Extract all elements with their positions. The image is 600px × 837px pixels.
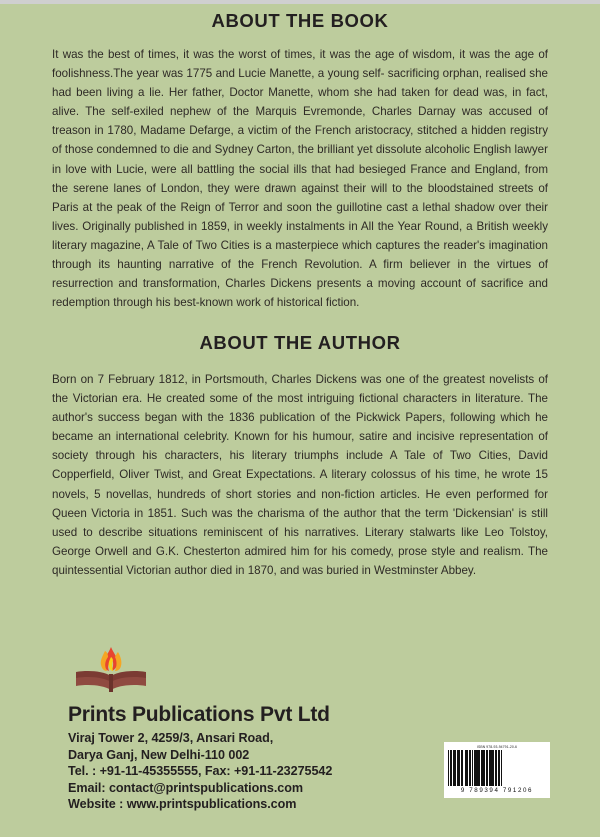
publisher-address-line-2: Darya Ganj, New Delhi-110 002 [68,747,250,762]
about-the-book-text: It was the best of times, it was the worst of times, it was the age of wisdom, it was the age of foolishness.The year was 1775 and Lucie Manette, a young self- sacrificing orphan, realised she had been living a lie. Her father, Doctor Manette, whom she had taken for dead was, in fact, alive. The self-exiled nephew of the Marquis Evremonde, Charles Darnay was accused of treason in 1780, Madame Defarge, a victim of the French aristocracy, stitched a hidden registry of those condemned to die and Sydney Carton, the brilliant yet dissolute alcoholic English lawyer in love with Lucie, were all battling the social ills that had besieged France and England, from the serene lanes of London, they were drawn against their will to the bloodstained streets of Paris at the peak of the Reign of Terror and soon the guillotine cast a lethal shadow over their lives. Originally published in 1859, in weekly instalments in All the Year Round, a British weekly literary magazine, A Tale of Two Cities is a masterpiece which captures the reader's imagination through its haunting narrative of the French Revolution. A firm believer in the virtues of resurrection and transformation, Charles Dickens presents a moving account of sacrifice and redemption through his best-known work of historical fiction. [52,48,548,310]
isbn-barcode [444,742,550,798]
about-the-book-heading: ABOUT THE BOOK [211,10,389,31]
top-edge-strip [0,0,600,4]
isbn-barcode-top-label: ISBN 978-93-94791-20-6 [476,745,518,749]
publisher-name: Prints Publications Pvt Ltd [68,703,330,726]
isbn-barcode-bars [448,750,546,786]
publisher-phone-fax: Tel. : +91-11-45355555, Fax: +91-11-23275542 [68,764,333,779]
isbn-barcode-digits: 9 789394 791206 [460,787,534,794]
publisher-website: Website : www.printspublications.com [68,797,297,812]
publisher-info-block [68,645,428,813]
open-book-with-flame-icon [68,645,154,697]
about-the-author-text: Born on 7 February 1812, in Portsmouth, Charles Dickens was one of the greatest novelists of the Victorian era. He created some of the most intriguing fictional characters in literature. The author's success began with the 1836 publication of the Pickwick Papers, following which he became an international celebrity. Known for his humour, satire and incisive representation of society through his characters, his literary triumphs include A Tale of Two Cities, David Copperfield, Oliver Twist, and Great Expectations. A literary colossus of his time, he wrote 15 novels, 5 novellas, hundreds of short stories and non-fiction articles. He even performed for Queen Victoria in 1851. Such was the charisma of the author that the term 'Dickensian' is still used to describe situations reminiscent of his narratives. Literary stalwarts like Leo Tolstoy, George Orwell and G.K. Chesterton admired him for his comedy, prose style and realism. The quintessential Victorian author died in 1870, and was buried in Westminster Abbey. [52,373,548,577]
publisher-address-line-1: Viraj Tower 2, 4259/3, Ansari Road, [68,731,274,745]
about-the-author-heading: ABOUT THE AUTHOR [199,332,401,353]
publisher-email: Email: contact@printspublications.com [68,780,304,795]
